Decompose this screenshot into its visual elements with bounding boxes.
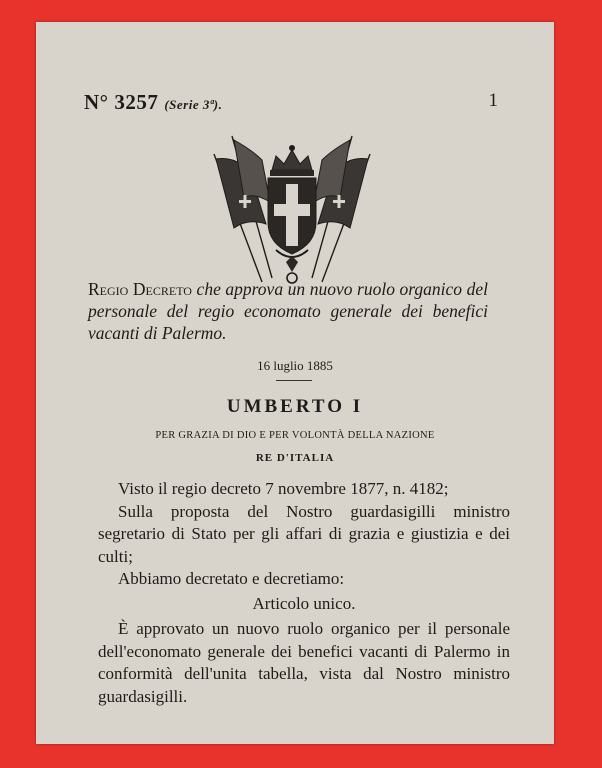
- approvato-paragraph: È approvato un nuovo ruolo organico per il personale dell'economato generale dei benefici vacanti di Palermo in conformità dell'unita tabella, vista dal Nostro ministro guardasigilli.: [98, 619, 510, 706]
- decree-title: [88, 278, 488, 344]
- decree-title-smallcaps: Regio Decreto: [88, 279, 192, 299]
- articolo-heading: Articolo unico.: [252, 593, 356, 613]
- decree-number-header: [84, 90, 222, 115]
- abbiamo-paragraph: Abbiamo decretato e decretiamo:: [118, 569, 345, 588]
- series-label: (Serie 3ª).: [164, 97, 223, 112]
- page-number: 1: [488, 90, 498, 111]
- king-name: UMBERTO I: [226, 396, 364, 417]
- decree-title-text: che approva un nuovo ruolo organico del personale del regio economato generale dei benefici vacanti di Palermo.: [88, 279, 488, 343]
- proposta-paragraph: Sulla proposta del Nostro guardasigilli ministro segretario di Stato per gli affari di grazia e giustizia e dei culti;: [98, 501, 510, 566]
- visto-paragraph: Visto il regio decreto 7 novembre 1877, n. 4182;: [118, 479, 449, 498]
- savoy-coat-of-arms-icon: [206, 132, 378, 292]
- decree-body: [98, 478, 510, 708]
- re-d-italia: RE D'ITALIA: [255, 452, 335, 464]
- divider: [276, 380, 312, 381]
- decree-date: 16 luglio 1885: [257, 358, 333, 373]
- by-grace-line: PER GRAZIA DI DIO E PER VOLONTÀ DELLA NAZIONE: [155, 430, 435, 441]
- document-page: [36, 22, 554, 744]
- decree-number: N° 3257: [84, 90, 159, 114]
